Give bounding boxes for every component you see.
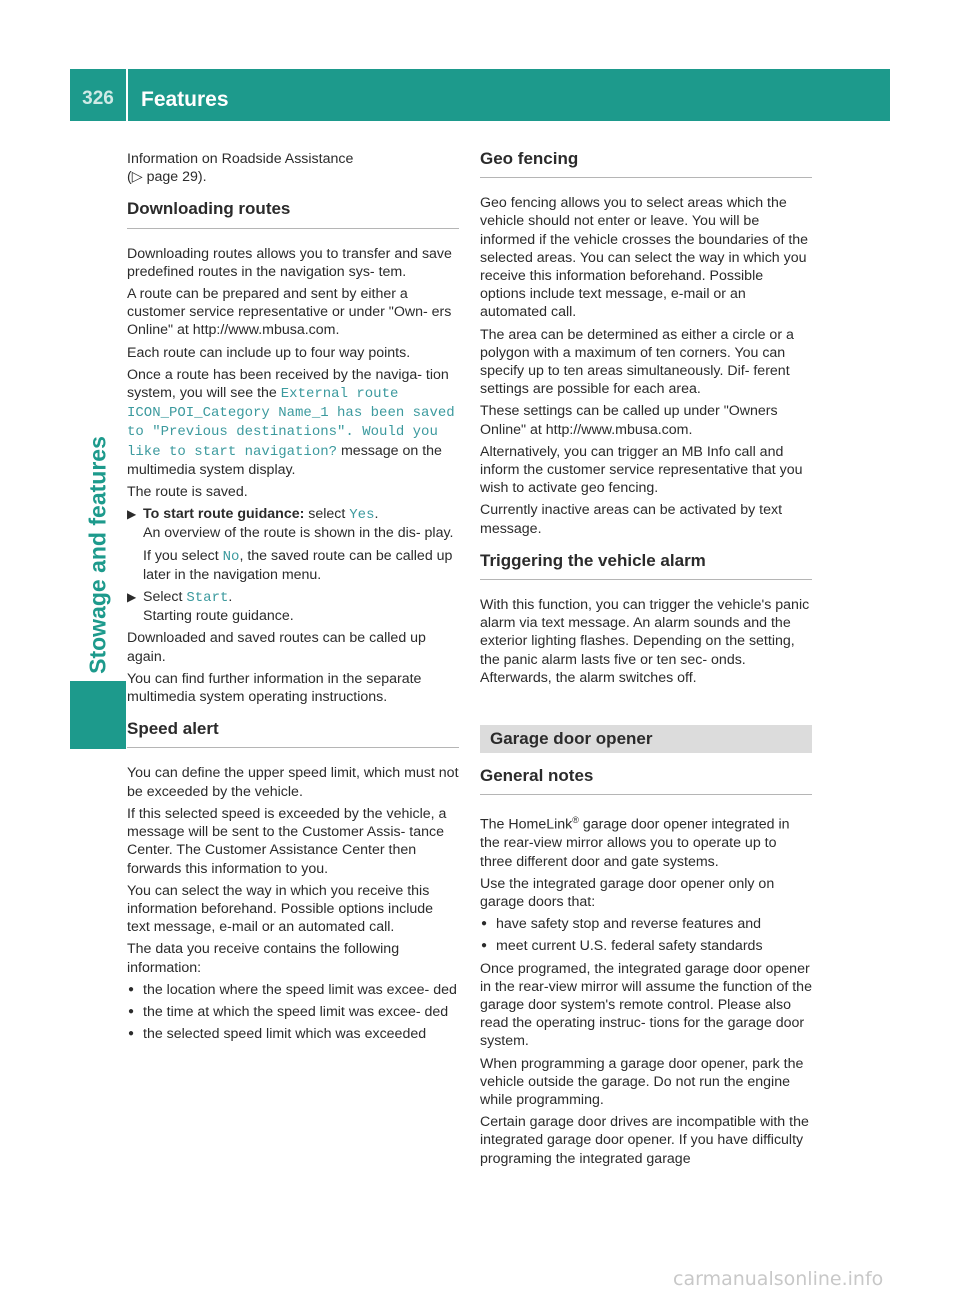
heading-downloading-routes: Downloading routes [127, 200, 459, 228]
paragraph: Once programed, the integrated garage door opener in the rear-view mirror will assume the function of the garage door system's remote control. Please also read the operating instruc- tions for the garage door system. [480, 960, 812, 1050]
side-block [70, 681, 126, 749]
side-label-text: Stowage and features [84, 436, 111, 674]
right-column [480, 150, 812, 1172]
step-arrow-icon: ▶ [127, 507, 137, 522]
paragraph: When programming a garage door opener, park the vehicle outside the garage. Do not run the engine while programming. [480, 1055, 804, 1109]
paragraph: You can select the way in which you receive this information beforehand. Possible options include text message, e-mail or an automated call. [127, 882, 434, 936]
paragraph: With this function, you can trigger the vehicle's panic alarm via text message. An alarm sounds and the exterior lighting flashes. Depending on the setting, the panic alarm lasts five or ten sec- onds. Afterwards, the alarm switches off. [480, 597, 810, 686]
paragraph: Downloaded and saved routes can be called up again. [127, 630, 426, 665]
paragraph: The data you receive contains the following information: [127, 941, 400, 976]
paragraph: The route is saved. [127, 484, 248, 501]
section-garage-door-opener: Garage door opener [480, 725, 812, 753]
watermark: carmanualsonline.info [673, 1268, 884, 1290]
paragraph: You can find further information in the separate multimedia system operating instructions. [127, 670, 422, 706]
paragraph: Each route can include up to four way points. [127, 344, 411, 361]
no-option: No [222, 548, 240, 565]
paragraph: The area can be determined as either a circle or a polygon with a maximum of ten corners. You can specify up to ten areas simultaneously. Dif- ferent settings are possible for each area. [480, 326, 794, 398]
paragraph: Once a route has been received by the naviga- tion system, you will see the External route ICON_POI_Category Name_1 has been saved to "Previous destinations". Would you like to start navigation? message on the multimedia system display. [127, 366, 455, 478]
left-column [127, 150, 459, 1047]
step-start-route-guidance: ▶ To start route guidance: select Yes. An overview of the route is shown in the dis- play. If you select No, the saved route can be called up later in the navigation menu. [127, 506, 454, 583]
intro-line: Information on Roadside Assistance (▷ page 29). [127, 151, 354, 186]
list-item: ● meet current U.S. federal safety standards [480, 937, 812, 955]
list-item: ● have safety stop and reverse features and [480, 915, 812, 933]
heading-speed-alert: Speed alert [127, 720, 459, 748]
paragraph: Alternatively, you can trigger an MB Info call and inform the customer service representative that you wish to activate geo fencing. [480, 443, 803, 497]
page-number: 326 [82, 88, 114, 109]
header-divider [126, 69, 128, 121]
start-option: Start [186, 590, 229, 607]
display-message-code: External route ICON_POI_Category Name_1 has been saved to "Previous destinations". Would you like to start navigation? [127, 386, 455, 460]
paragraph: Use the integrated garage door opener only on garage doors that: [480, 875, 775, 911]
paragraph: A route can be prepared and sent by either a customer service representative or under "Own- ers Online" at http://www.mbusa.com. [127, 286, 452, 339]
paragraph: Downloading routes allows you to transfer and save predefined routes in the navigation sys- tem. [127, 245, 452, 280]
paragraph: The HomeLink® garage door opener integrated in the rear-view mirror allows you to operate up to three different door and gate systems. [480, 815, 790, 870]
yes-option: Yes [349, 507, 375, 524]
list-item: ● the time at which the speed limit was excee- ded [127, 1003, 459, 1021]
paragraph: Certain garage door drives are incompatible with the integrated garage door opener. If you have difficulty programing the integrated garage [480, 1114, 809, 1167]
heading-geo-fencing: Geo fencing [480, 150, 812, 178]
list-item: ● the selected speed limit which was exceeded [127, 1025, 459, 1043]
paragraph: Geo fencing allows you to select areas which the vehicle should not enter or leave. You will be informed if the vehicle crosses the boundaries of the selected areas. You can select the way in which you receive this information beforehand. Possible options include text message, e-mail or an automated call. [480, 195, 809, 321]
paragraph: You can define the upper speed limit, which must not be exceeded by the vehicle. [127, 765, 459, 800]
paragraph: Currently inactive areas can be activated by text message. [480, 502, 783, 537]
heading-vehicle-alarm: Triggering the vehicle alarm [480, 552, 812, 580]
page-reference-link[interactable]: (▷ page 29). [127, 169, 207, 186]
heading-general-notes: General notes [480, 767, 812, 795]
step-arrow-icon: ▶ [127, 590, 137, 605]
page-title: Features [141, 88, 229, 111]
step-select-start: ▶ Select Start. Starting route guidance. [127, 589, 294, 625]
paragraph: If this selected speed is exceeded by the vehicle, a message will be sent to the Customer Assis- tance Center. The Customer Assistance Center then forwards this information to you. [127, 805, 447, 877]
list-item: ● the location where the speed limit was excee- ded [127, 981, 459, 999]
paragraph: These settings can be called up under "Owners Online" at http://www.mbusa.com. [480, 403, 778, 438]
